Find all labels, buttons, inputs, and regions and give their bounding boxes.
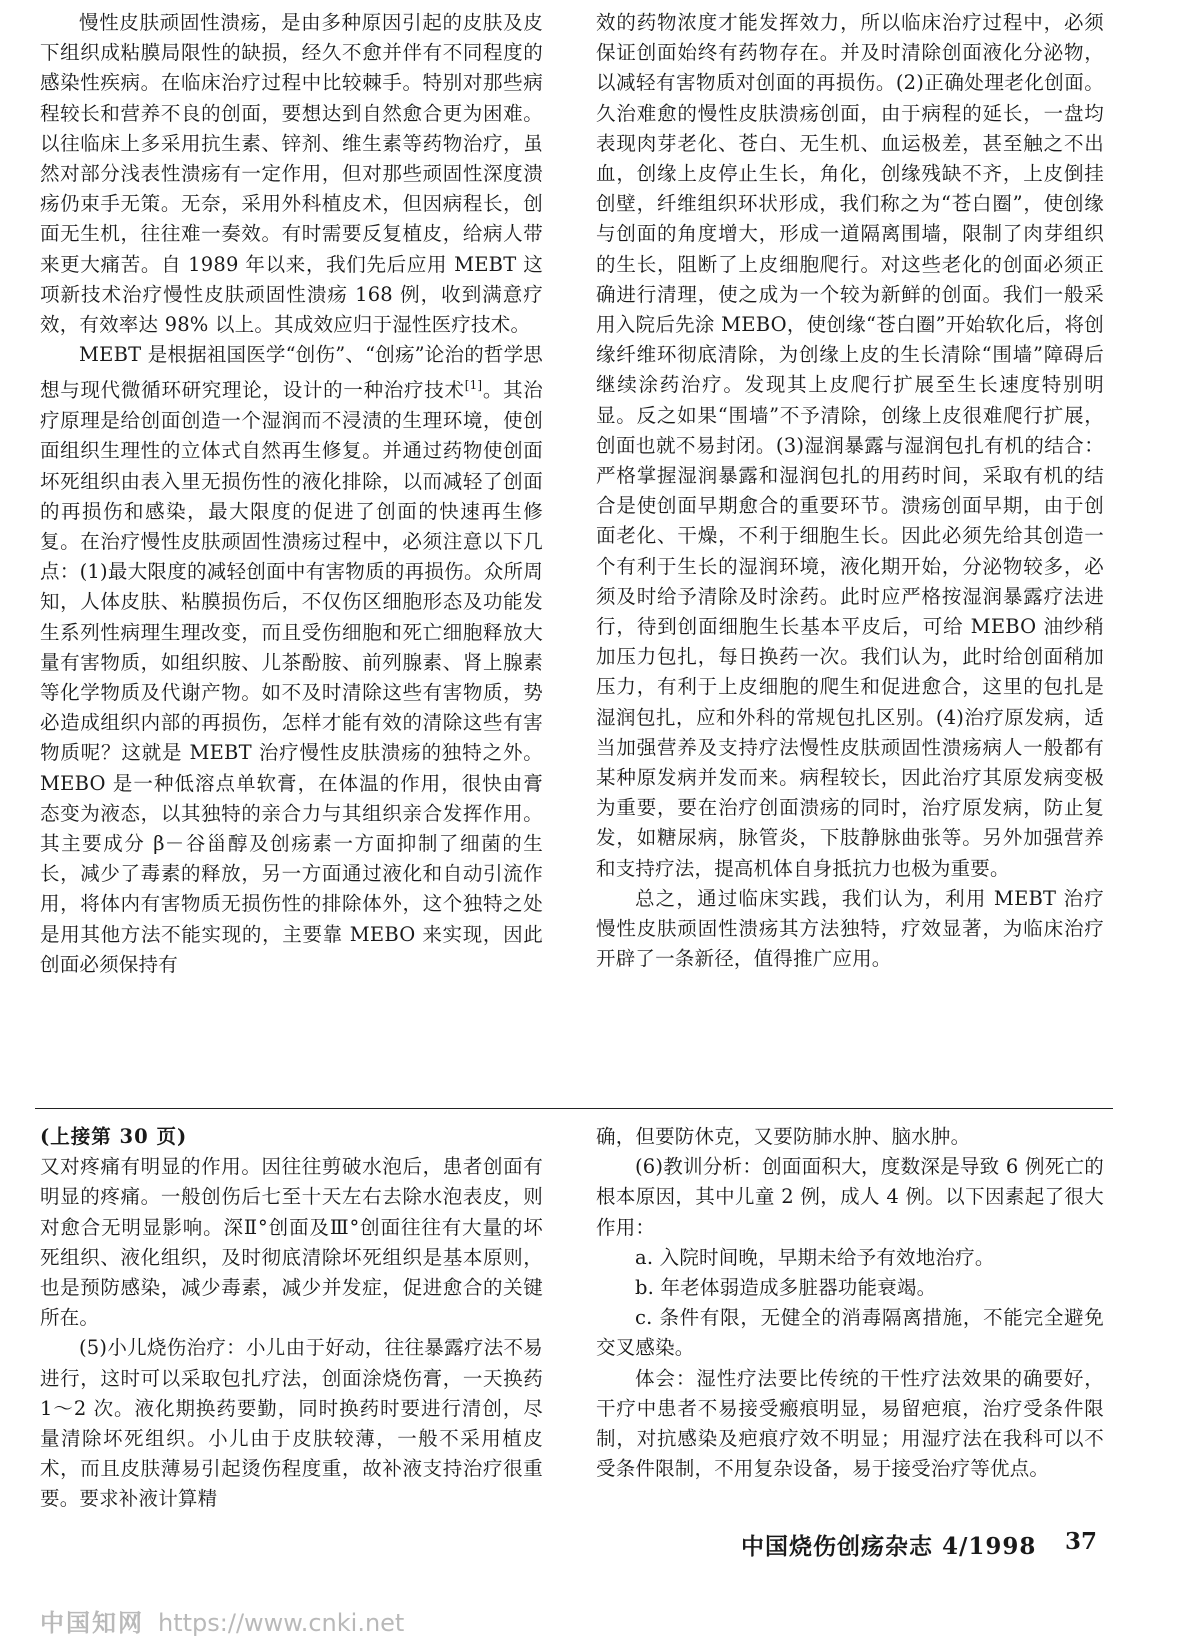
- section-divider: [35, 1108, 1113, 1109]
- bottom-right-column: [596, 1122, 1104, 1484]
- mebt-principle-text-b: 。其治疗原理是给创面创造一个湿润而不浸渍的生理环境，使创面组织生理性的立体式自然再生修复。并通过药物使创面坏死组织由表入里无损伤性的液化排除，以而减轻了创面的再损伤和感染，最大限度的促进了创面的快速再生修复。在治疗慢性皮肤顽固性溃疡过程中，必须注意以下几点：(1)最大限度的减轻创面中有害物质的再损伤。众所周知，人体皮肤、粘膜损伤后，不仅伤区细胞形态及功能发生系列性病理生理改变，而且受伤细胞和死亡细胞释放大量有害物质，如组织胺、儿茶酚胺、前列腺素、肾上腺素等化学物质及代谢产物。如不及时清除这些有害物质，势必造成组织内部的再损伤，怎样才能有效的清除这些有害物质呢？这就是 MEBT 治疗慢性皮肤溃疡的独特之外。MEBO 是一种低溶点单软膏，在体温的作用，很快由膏态变为液态，以其独特的亲合力与其组织亲合发挥作用。其主要成分 β－谷甾醇及创疡素一方面抑制了细菌的生长，减少了毒素的释放，另一方面通过液化和自动引流作用，将体内有害物质无损伤性的排除体外，这个独特之处是用其他方法不能实现的，主要靠 MEBO 来实现，因此创面必须保持有: [40, 378, 544, 976]
- conclusion-paragraph: 总之，通过临床实践，我们认为，利用 MEBT 治疗慢性皮肤顽固性溃疡其方法独特，疗效显著，为临床治疗开辟了一条新径，值得推广应用。: [596, 886, 1104, 971]
- fluid-paragraph: 确，但要防休克，又要防肺水肿、脑水肿。: [596, 1125, 971, 1148]
- experience-paragraph: 体会：湿性疗法要比传统的干性疗法效果的确要好，干疗中患者不易接受瘢痕明显，易留疤痕，治疗受条件限制，对抗感染及疤痕疗效不明显；用湿疗法在我科可以不受条件限制，不用复杂设备，易于接受治疗等优点。: [596, 1366, 1104, 1481]
- bottom-left-column: [40, 1122, 543, 1515]
- page-number: 37: [1065, 1528, 1098, 1555]
- lessons-paragraph: (6)教训分析：创面面积大，度数深是导致 6 例死亡的根本原因，其中儿童 2 例，成人 4 例。以下因素起了很大作用：: [596, 1155, 1104, 1239]
- lesson-item-c: c. 条件有限，无健全的消毒隔离措施，不能完全避免交叉感染。: [596, 1306, 1104, 1360]
- continued-from-label: (上接第 30 页): [40, 1125, 188, 1148]
- lesson-item-b: b. 年老体弱造成多脏器功能衰竭。: [635, 1276, 937, 1300]
- reference-marker: [1]: [464, 378, 483, 393]
- mebt-principle-paragraph: [40, 340, 543, 980]
- mebt-principle-text-a: MEBT 是根据祖国医学“创伤”、“创疡”论治的哲学思想与现代微循环研究理论，设计的一种治疗技术: [40, 343, 544, 402]
- top-right-column: [596, 8, 1104, 975]
- cnki-url: https://www.cnki.net: [158, 1609, 405, 1637]
- top-left-column: [40, 8, 543, 980]
- journal-footer: 中国烧伤创疡杂志 4/1998: [741, 1533, 1037, 1560]
- pediatric-burn-paragraph: (5)小儿烧伤治疗：小儿由于好动，往往暴露疗法不易进行，这时可以采取包扎疗法，创面涂烧伤膏，一天换药 1～2 次。液化期换药要勤，同时换药时要进行清创，尽量清除坏死组织。小儿由于皮肤较薄，一般不采用植皮术，而且皮肤薄易引起烫伤程度重，故补液支持治疗很重要。要求补液计算精: [40, 1336, 543, 1511]
- cnki-logo: 中国知网: [40, 1609, 144, 1637]
- treatment-points-paragraph: 效的药物浓度才能发挥效力，所以临床治疗过程中，必须保证创面始终有药物存在。并及时清除创面液化分泌物，以减轻有害物质对创面的再损伤。(2)正确处理老化创面。久治难愈的慢性皮肤溃疡创面，由于病程的延长，一盘均表现肉芽老化、苍白、无生机、血运极差，甚至触之不出血，创缘上皮停止生长，角化，创缘残缺不齐，上皮倒挂创壁，纤维组织环状形成，我们称之为“苍白圈”，使创缘与创面的角度增大，形成一道隔离围墙，限制了肉芽组织的生长，阻断了上皮细胞爬行。对这些老化的创面必须正确进行清理，使之成为一个较为新鲜的创面。我们一般采用入院后先涂 MEBO，使创缘“苍白圈”开始软化后，将创缘纤维环彻底清除，为创缘上皮的生长清除“围墙”障碍后继续涂药治疗。发现其上皮爬行扩展至生长速度特别明显。反之如果“围墙”不予清除，创缘上皮很难爬行扩展，创面也就不易封闭。(3)湿润暴露与湿润包扎有机的结合：严格掌握湿润暴露和湿润包扎的用药时间，采取有机的结合是使创面早期愈合的重要环节。溃疡创面早期，由于创面老化、干燥，不利于细胞生长。因此必须先给其创造一个有利于生长的湿润环境，液化期开始，分泌物较多，必须及时给予清除及时涂药。此时应严格按湿润暴露疗法进行，待到创面细胞生长基本平皮后，可给 MEBO 油纱稍加压力包扎，每日换药一次。我们认为，此时给创面稍加压力，有利于上皮细胞的爬生和促进愈合，这里的包扎是湿润包扎，应和外科的常规包扎区别。(4)治疗原发病，适当加强营养及支持疗法慢性皮肤顽固性溃疡病人一般都有某种原发病并发而来。病程较长，因此治疗其原发病变极为重要，要在治疗创面溃疡的同时，治疗原发病，防止复发，如糖尿病，脉管炎，下肢静脉曲张等。另外加强营养和支持疗法，提高机体自身抵抗力也极为重要。: [596, 11, 1104, 880]
- cnki-watermark: [40, 1603, 404, 1638]
- blister-paragraph: 又对疼痛有明显的作用。因往往剪破水泡后，患者创面有明显的疼痛。一般创伤后七至十天左右去除水泡表皮，则对愈合无明显影响。深Ⅱ°创面及Ⅲ°创面往往有大量的坏死组织、液化组织，及时彻底清除坏死组织是基本原则，也是预防感染，减少毒素，减少并发症，促进愈合的关键所在。: [40, 1155, 543, 1330]
- intro-paragraph: 慢性皮肤顽固性溃疡，是由多种原因引起的皮肤及皮下组织成粘膜局限性的缺损，经久不愈并伴有不同程度的感染性疾病。在临床治疗过程中比较棘手。特别对那些病程较长和营养不良的创面，要想达到自然愈合更为困难。以往临床上多采用抗生素、锌剂、维生素等药物治疗，虽然对部分浅表性溃疡有一定作用，但对那些顽固性深度溃疡仍束手无策。无奈，采用外科植皮术，但因病程长，创面无生机，往往难一奏效。有时需要反复植皮，给病人带来更大痛苦。自 1989 年以来，我们先后应用 MEBT 这项新技术治疗慢性皮肤顽固性溃疡 168 例，收到满意疗效，有效率达 98% 以上。其成效应归于湿性医疗技术。: [40, 11, 543, 337]
- lesson-item-a: a. 入院时间晚，早期未给予有效地治疗。: [635, 1245, 995, 1269]
